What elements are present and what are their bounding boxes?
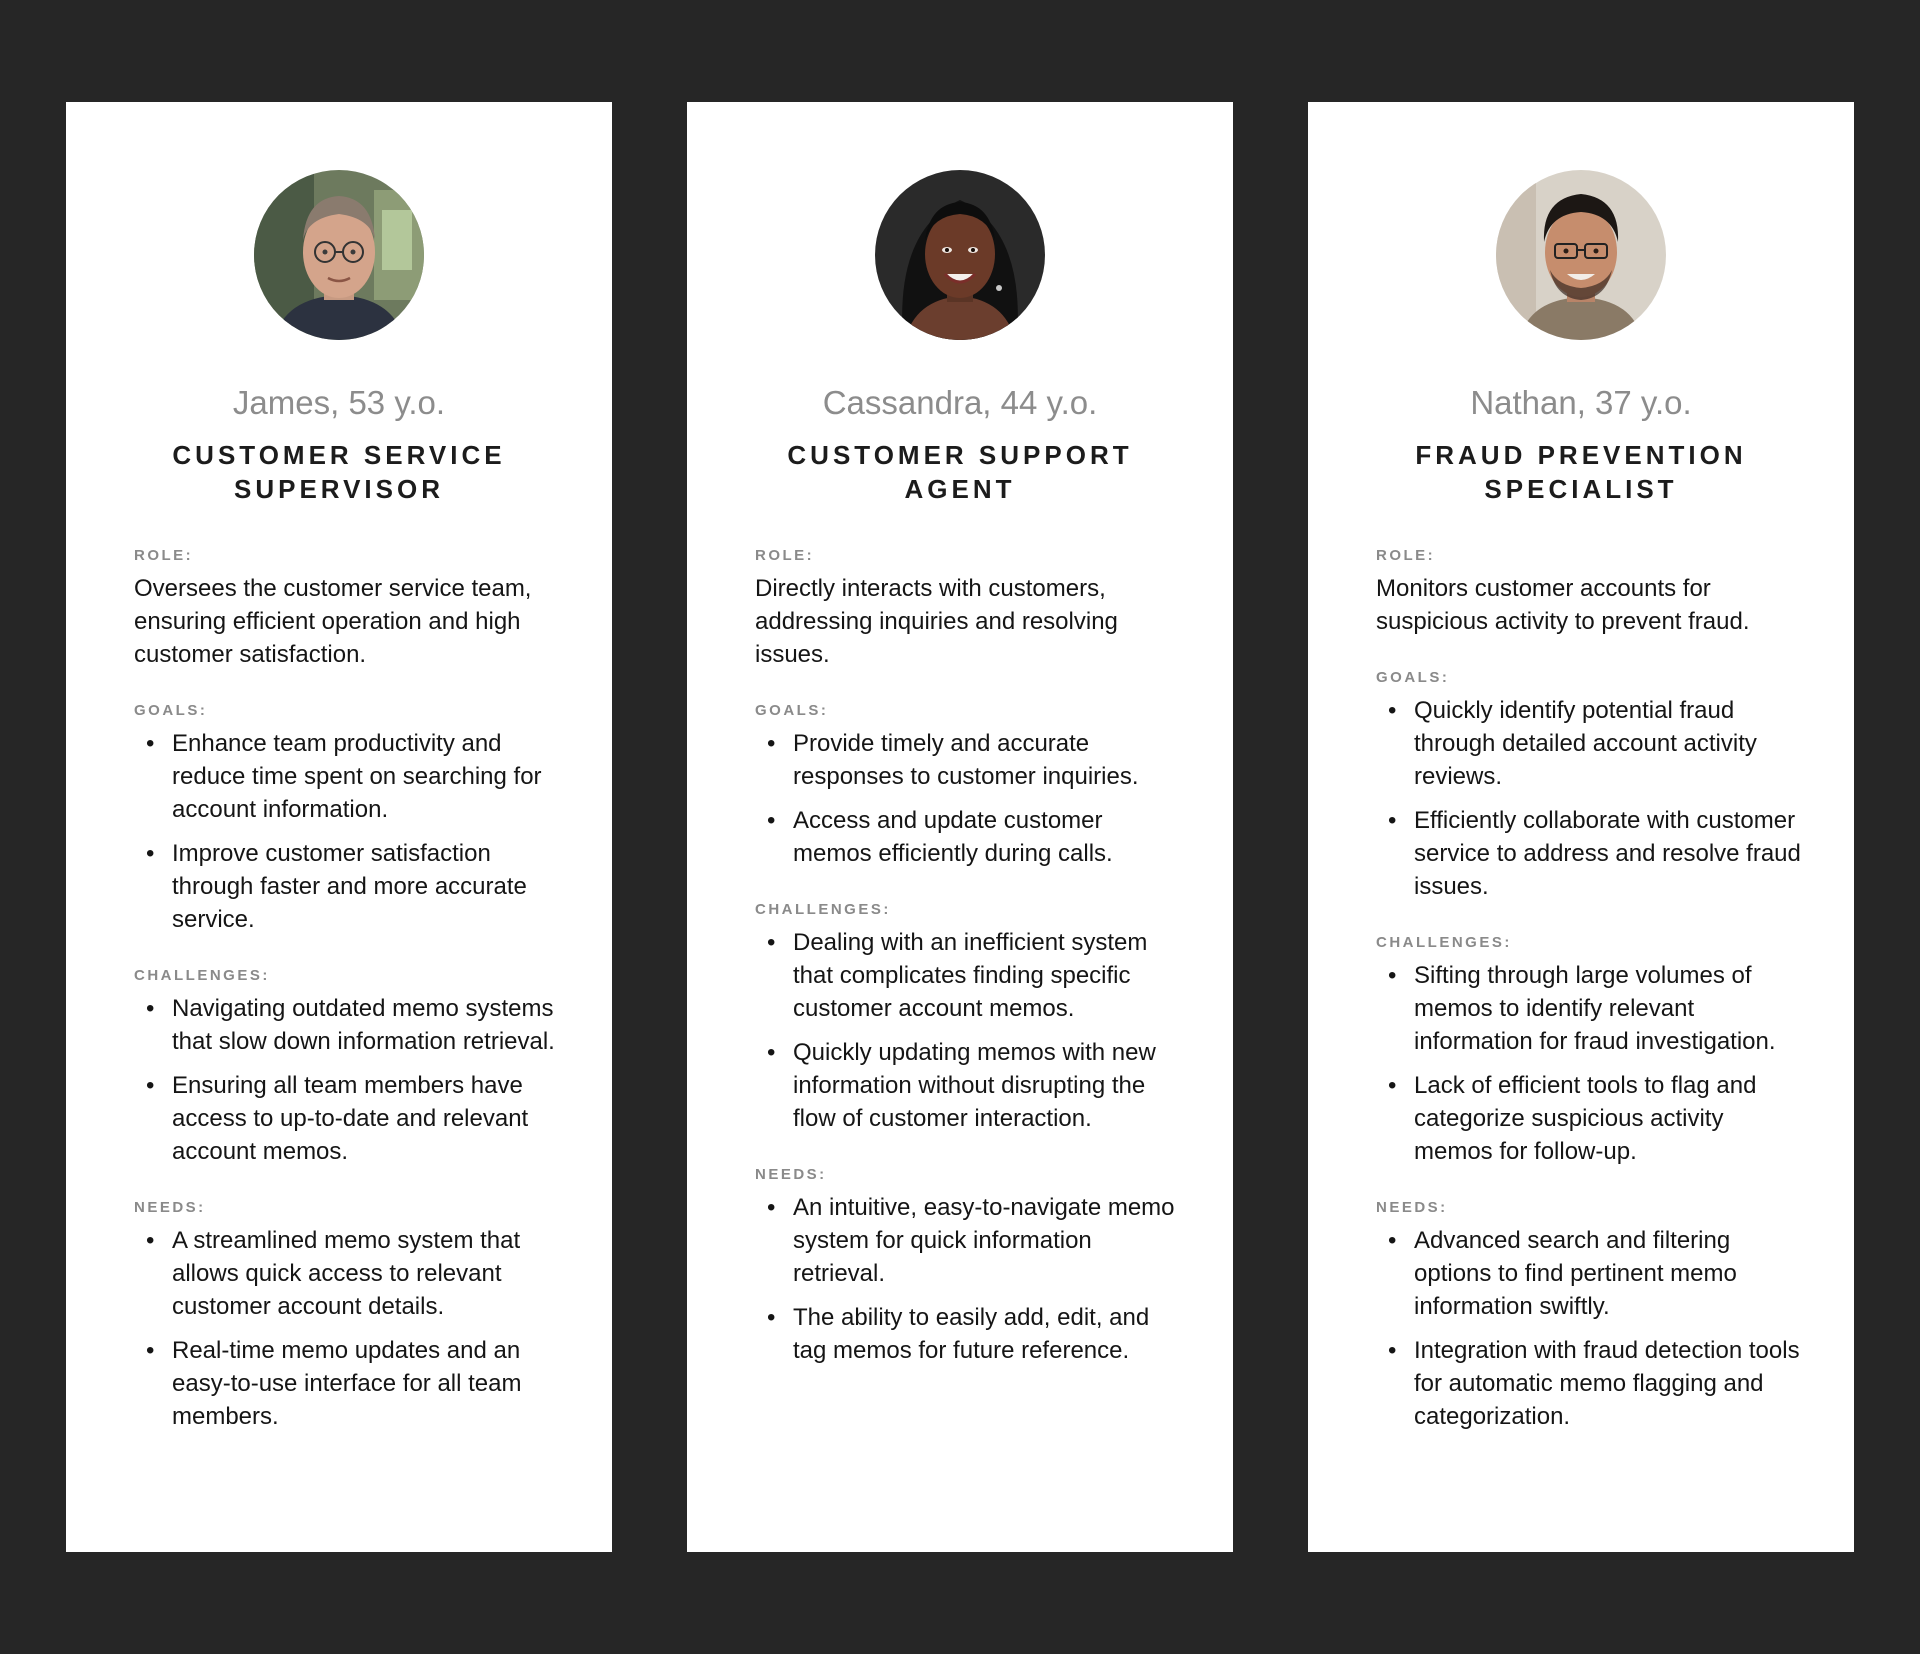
goals-section bbox=[755, 701, 1185, 870]
role-label: ROLE: bbox=[755, 547, 815, 564]
list-item: • Quickly updating memos with new information without disrupting the flow of customer interaction. bbox=[755, 1036, 1185, 1135]
role-label: ROLE: bbox=[1376, 547, 1436, 564]
role-section bbox=[134, 546, 564, 671]
role-label: ROLE: bbox=[134, 547, 194, 564]
persona-title: FRAUD PREVENTION SPECIALIST bbox=[1415, 440, 1747, 504]
goals-label: GOALS: bbox=[755, 702, 829, 719]
persona-details bbox=[134, 546, 564, 1463]
list-item: • Enhance team productivity and reduce time spent on searching for account information. bbox=[134, 727, 564, 826]
challenges-list bbox=[755, 926, 1185, 1135]
challenges-list bbox=[134, 992, 564, 1168]
list-item: • Ensuring all team members have access to up-to-date and relevant account memos. bbox=[134, 1069, 564, 1168]
persona-name: James, 53 y.o. bbox=[232, 384, 446, 421]
persona-name: Nathan, 37 y.o. bbox=[1470, 384, 1692, 421]
list-item: • Navigating outdated memo systems that slow down information retrieval. bbox=[134, 992, 564, 1058]
persona-card-james bbox=[66, 102, 612, 1552]
role-text: Monitors customer accounts for suspicious activity to prevent fraud. bbox=[1376, 575, 1750, 635]
goals-list bbox=[755, 727, 1185, 870]
goals-section bbox=[1376, 668, 1806, 903]
role-section bbox=[755, 546, 1185, 671]
needs-list bbox=[755, 1191, 1185, 1367]
role-section bbox=[1376, 546, 1806, 638]
list-item: • Integration with fraud detection tools for automatic memo flagging and categorization. bbox=[1376, 1334, 1806, 1433]
role-text: Oversees the customer service team, ensuring efficient operation and high customer satisfaction. bbox=[134, 575, 532, 668]
avatar-nathan bbox=[1496, 170, 1666, 340]
list-item: • An intuitive, easy-to-navigate memo system for quick information retrieval. bbox=[755, 1191, 1185, 1290]
portrait-photo-cassandra bbox=[875, 170, 1045, 340]
list-item: • Advanced search and filtering options to find pertinent memo information swiftly. bbox=[1376, 1224, 1806, 1323]
persona-details bbox=[1376, 546, 1806, 1463]
persona-title: CUSTOMER SERVICE SUPERVISOR bbox=[172, 440, 506, 504]
goals-list bbox=[1376, 694, 1806, 903]
challenges-section bbox=[1376, 933, 1806, 1168]
needs-label: NEEDS: bbox=[134, 1199, 206, 1216]
goals-label: GOALS: bbox=[1376, 669, 1450, 686]
needs-label: NEEDS: bbox=[755, 1166, 827, 1183]
list-item: • Efficiently collaborate with customer service to address and resolve fraud issues. bbox=[1376, 804, 1806, 903]
list-item: • Access and update customer memos efficiently during calls. bbox=[755, 804, 1185, 870]
portrait-photo-nathan bbox=[1496, 170, 1666, 340]
persona-card-nathan bbox=[1308, 102, 1854, 1552]
portrait-photo-james bbox=[254, 170, 424, 340]
role-text: Directly interacts with customers, addressing inquiries and resolving issues. bbox=[755, 575, 1118, 668]
list-item: • Real-time memo updates and an easy-to-use interface for all team members. bbox=[134, 1334, 564, 1433]
list-item: • A streamlined memo system that allows quick access to relevant customer account details. bbox=[134, 1224, 564, 1323]
needs-section bbox=[134, 1198, 564, 1433]
list-item: • Improve customer satisfaction through faster and more accurate service. bbox=[134, 837, 564, 936]
avatar-james bbox=[254, 170, 424, 340]
needs-section bbox=[755, 1165, 1185, 1367]
persona-details bbox=[755, 546, 1185, 1397]
needs-list bbox=[134, 1224, 564, 1433]
persona-card-cassandra bbox=[687, 102, 1233, 1552]
persona-name: Cassandra, 44 y.o. bbox=[822, 384, 1098, 421]
challenges-label: CHALLENGES: bbox=[1376, 934, 1512, 951]
needs-label: NEEDS: bbox=[1376, 1199, 1448, 1216]
goals-label: GOALS: bbox=[134, 702, 208, 719]
goals-list bbox=[134, 727, 564, 936]
goals-section bbox=[134, 701, 564, 936]
avatar-cassandra bbox=[875, 170, 1045, 340]
challenges-list bbox=[1376, 959, 1806, 1168]
needs-list bbox=[1376, 1224, 1806, 1433]
list-item: • Dealing with an inefficient system that complicates finding specific customer account memos. bbox=[755, 926, 1185, 1025]
challenges-section bbox=[134, 966, 564, 1168]
challenges-label: CHALLENGES: bbox=[755, 901, 891, 918]
challenges-label: CHALLENGES: bbox=[134, 967, 270, 984]
list-item: • Provide timely and accurate responses to customer inquiries. bbox=[755, 727, 1185, 793]
persona-title: CUSTOMER SUPPORT AGENT bbox=[787, 440, 1133, 504]
challenges-section bbox=[755, 900, 1185, 1135]
list-item: • The ability to easily add, edit, and tag memos for future reference. bbox=[755, 1301, 1185, 1367]
list-item: • Quickly identify potential fraud through detailed account activity reviews. bbox=[1376, 694, 1806, 793]
list-item: • Sifting through large volumes of memos to identify relevant information for fraud investigation. bbox=[1376, 959, 1806, 1058]
list-item: • Lack of efficient tools to flag and categorize suspicious activity memos for follow-up. bbox=[1376, 1069, 1806, 1168]
needs-section bbox=[1376, 1198, 1806, 1433]
